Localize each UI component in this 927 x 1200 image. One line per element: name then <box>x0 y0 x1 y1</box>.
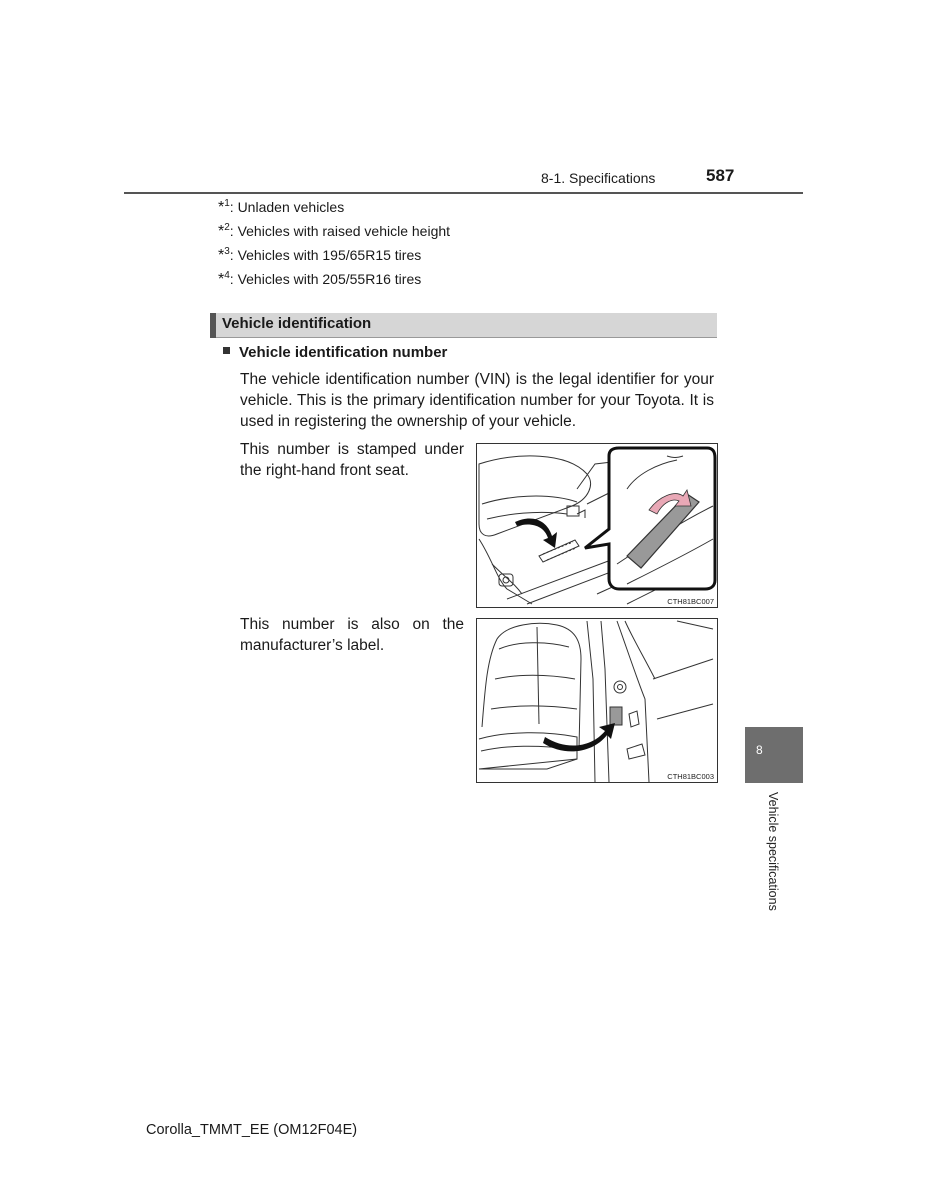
vin-under-seat-illustration <box>476 443 718 608</box>
door-pillar-drawing <box>477 619 717 782</box>
page-number: 587 <box>706 166 735 185</box>
footnote-4: *$^4$: Vehicles with 205/55R16 tires <box>218 270 422 288</box>
footnote-3: *$^3$: Vehicles with 195/65R15 tires <box>218 246 422 264</box>
section-heading <box>210 313 717 338</box>
vin-description: The vehicle identification number (VIN) is the legal identifier for your vehicle. This is the primary identification number for your Toyota. It is used in registering the ownership of your vehicle. <box>240 371 714 430</box>
vin-location-text: This number is stamped under the right-hand front seat. <box>240 441 464 479</box>
chapter-title: Vehicle specifications <box>766 792 780 911</box>
manufacturer-label-illustration <box>476 618 718 783</box>
section-label: 8-1. Specifications <box>541 170 656 186</box>
figure-code: CTH81BC003 <box>667 772 714 781</box>
footnote-1: *$^1$: Unladen vehicles <box>218 198 345 216</box>
square-bullet-icon <box>223 347 230 354</box>
section-heading-text: Vehicle identification <box>222 315 372 332</box>
chapter-number: 8 <box>756 743 763 757</box>
seat-floor-drawing <box>477 444 717 607</box>
footer-doc-id: Corolla_TMMT_EE (OM12F04E) <box>146 1122 358 1138</box>
subheading <box>223 344 447 361</box>
header-rule <box>124 192 803 194</box>
subheading-text: Vehicle identification number <box>239 344 448 361</box>
figure-code: CTH81BC007 <box>667 597 714 606</box>
heading-accent <box>210 313 216 338</box>
label-location-text: This number is also on the manufacturer’s label. <box>240 616 464 654</box>
footnote-2: *$^2$: Vehicles with raised vehicle height <box>218 222 451 240</box>
chapter-tab <box>745 727 803 783</box>
